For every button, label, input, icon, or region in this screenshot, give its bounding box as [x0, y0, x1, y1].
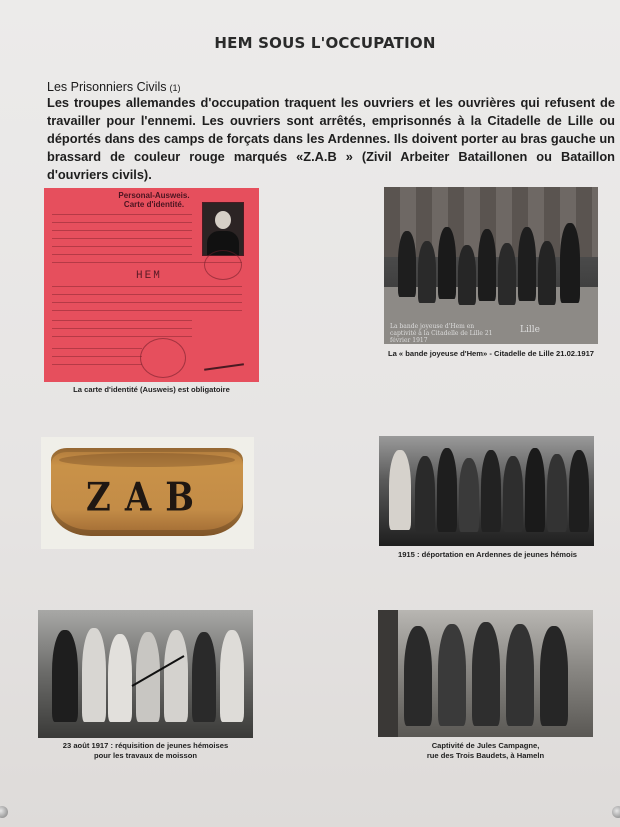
person-figure	[560, 223, 580, 303]
campagne-caption	[378, 741, 593, 761]
person-figure	[547, 454, 567, 532]
card-signature	[204, 363, 244, 370]
person-figure	[458, 245, 476, 305]
card-line	[52, 230, 192, 231]
person-figure	[415, 456, 435, 532]
person-figure	[478, 229, 496, 301]
person-figure	[164, 630, 188, 722]
person-figure	[398, 231, 416, 297]
moisson-caption-line2: pour les travaux de moisson	[94, 751, 197, 760]
card-line	[52, 302, 242, 303]
person-figure	[192, 632, 216, 722]
card-line	[52, 254, 192, 255]
card-caption: La carte d'identité (Ausweis) est obligatoire	[73, 385, 230, 394]
armband-letters: ZAB	[86, 475, 208, 521]
section-heading-note: (1)	[169, 83, 181, 93]
armband-image	[41, 437, 254, 549]
person-figure	[418, 241, 436, 303]
person-figure	[481, 450, 501, 532]
card-line	[52, 310, 242, 311]
person-figure	[503, 456, 523, 532]
moisson-caption	[38, 741, 253, 761]
card-header-line2: Carte d'identité.	[123, 200, 185, 209]
deportation-photo	[379, 436, 594, 546]
moisson-photo	[38, 610, 253, 738]
person-figure	[52, 630, 78, 722]
moisson-caption-line1: 23 août 1917 : réquisition de jeunes hémoises	[62, 741, 229, 750]
person-figure	[220, 630, 244, 722]
mounting-screw	[612, 806, 620, 818]
person-figure	[518, 227, 536, 301]
campagne-caption-line2: rue des Trois Baudets, à Hameln	[426, 751, 545, 760]
person-figure	[525, 448, 545, 532]
section-heading	[47, 80, 180, 94]
section-paragraph: Les troupes allemandes d'occupation traquent les ouvriers et les ouvrières qui refusent de travailler pour l'ennemi. Les ouvriers sont arrêtés, emprisonnés à la Citadelle de Lille ou déportés dans des camps de forçats dans les Ardennes. Ils doivent porter au bras gauche un brassard de couleur rouge marqués «Z.A.B » (Zivil Arbeiter Bataillonen ou Bataillon d'ouvriers civils).	[47, 95, 615, 182]
armband	[51, 448, 243, 536]
card-line	[52, 238, 192, 239]
card-line	[52, 328, 192, 329]
card-line	[52, 320, 192, 321]
person-figure	[459, 458, 479, 532]
armband-opening	[59, 453, 235, 467]
card-line	[52, 294, 242, 295]
card-line	[52, 214, 192, 215]
person-figure	[540, 626, 568, 726]
card-header-line1: Personal-Ausweis.	[118, 191, 190, 200]
person-figure	[506, 624, 534, 726]
person-figure	[438, 624, 466, 726]
card-line	[52, 246, 192, 247]
person-figure	[404, 626, 432, 726]
card-line	[52, 348, 142, 349]
deportation-caption: 1915 : déportation en Ardennes de jeunes hémois	[397, 550, 578, 559]
photo-overlay-place: Lille	[520, 325, 540, 335]
card-town: HEM	[136, 270, 162, 282]
campagne-caption-line1: Captivité de Jules Campagne,	[431, 741, 540, 750]
door-frame	[378, 610, 398, 737]
card-line	[52, 364, 142, 365]
person-figure	[82, 628, 106, 722]
person-figure	[472, 622, 500, 726]
person-figure	[438, 227, 456, 299]
card-line	[52, 222, 192, 223]
card-stamp	[140, 338, 186, 378]
photo-overlay-text: La bande joyeuse d'Hem en captivité à la Citadelle de Lille 21 février 1917	[390, 323, 493, 344]
card-line	[52, 356, 142, 357]
card-header	[104, 191, 204, 209]
section-heading-text: Les Prisonniers Civils	[47, 80, 167, 94]
person-figure	[498, 243, 516, 305]
bande-joyeuse-caption: La « bande joyeuse d'Hem» - Citadelle de Lille 21.02.1917	[387, 349, 595, 358]
person-figure	[569, 450, 589, 532]
portrait-face	[215, 211, 231, 229]
person-figure	[389, 450, 411, 530]
mounting-screw	[0, 806, 8, 818]
person-figure	[108, 634, 132, 722]
card-portrait-photo	[202, 202, 244, 256]
page-title: HEM SOUS L'OCCUPATION	[214, 34, 436, 52]
identity-card-image	[44, 188, 259, 382]
campagne-photo	[378, 610, 593, 737]
person-figure	[538, 241, 556, 305]
person-figure	[437, 448, 457, 532]
bande-joyeuse-photo	[384, 187, 598, 344]
card-stamp	[204, 250, 242, 280]
card-line	[52, 286, 242, 287]
card-line	[52, 336, 192, 337]
